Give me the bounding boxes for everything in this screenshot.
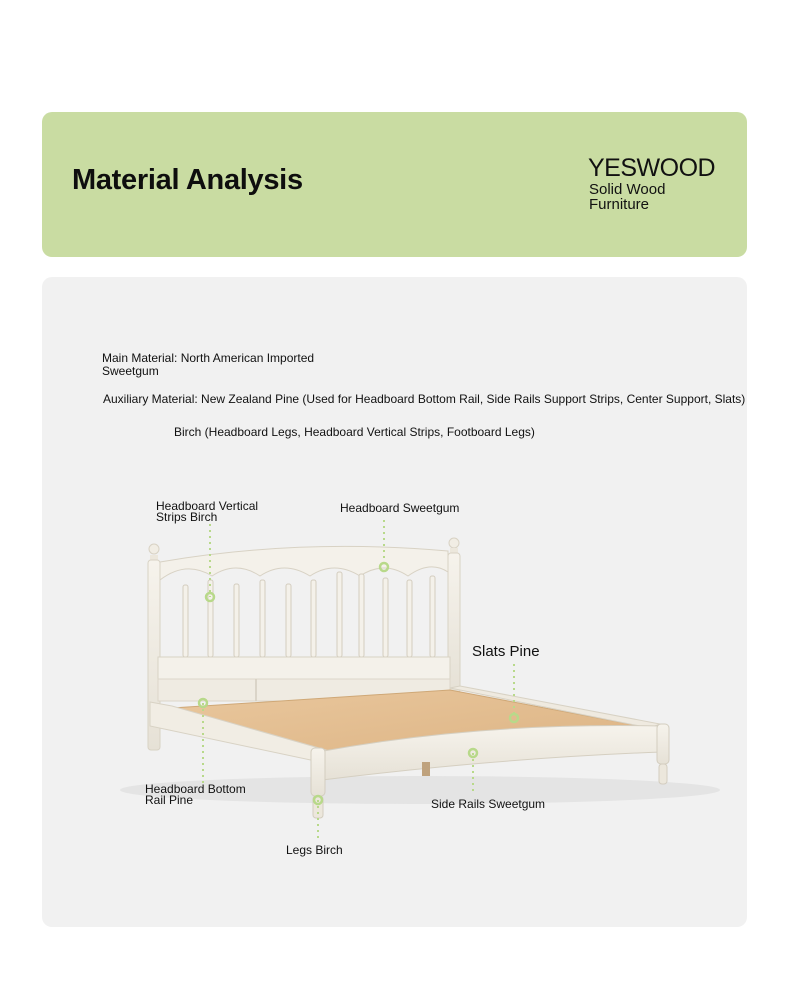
headboard-bottom-rail: [158, 657, 450, 679]
page-title: Material Analysis: [72, 164, 303, 196]
callout-headboard-sweetgum: Headboard Sweetgum: [340, 501, 460, 515]
callout-legs: Legs Birch: [286, 843, 343, 857]
callout-slats-pine: Slats Pine: [472, 643, 540, 660]
callout-headboard-bottom-line2: Rail Pine: [145, 793, 194, 807]
auxiliary-material: Auxiliary Material: New Zealand Pine (Used for Headboard Bottom Rail, Side Rails Support Strips, Center Support, Slats): [103, 392, 746, 406]
callout-headboard-vertical-line1: Headboard Vertical: [156, 499, 259, 513]
footboard-right-leg: [657, 724, 669, 784]
center-support-leg: [422, 762, 430, 776]
callout-headboard-vertical-line2: Strips Birch: [156, 510, 218, 524]
main-material-line1: Main Material: North American Imported: [102, 351, 315, 365]
brand-subtitle-line1: Solid Wood: [589, 181, 666, 198]
headboard-spindles: [183, 572, 435, 657]
callout-side-rails: Side Rails Sweetgum: [431, 797, 546, 811]
headboard-top-panel: [160, 546, 448, 580]
birch-material: Birch (Headboard Legs, Headboard Vertical Strips, Footboard Legs): [174, 425, 535, 439]
brand-name: YESWOOD: [588, 154, 716, 182]
main-material-line2: Sweetgum: [102, 364, 159, 378]
brand-subtitle-line2: Furniture: [589, 196, 650, 213]
callout-headboard-bottom-line1: Headboard Bottom: [145, 782, 246, 796]
